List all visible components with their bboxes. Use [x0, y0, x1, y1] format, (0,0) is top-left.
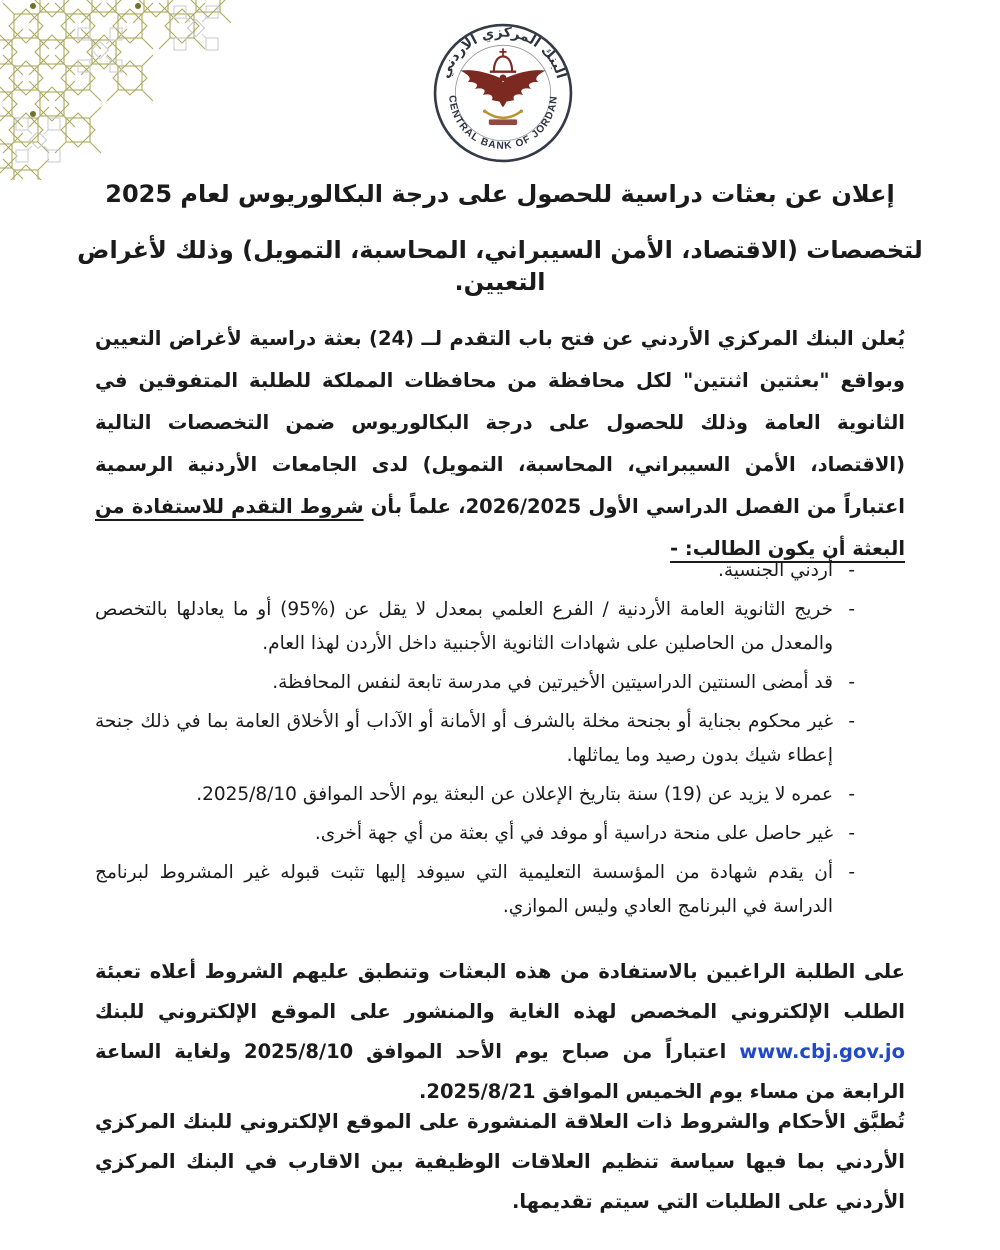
condition-text: قد أمضى السنتين الدراسيتين الأخيرتين في مدرسة تابعة لنفس المحافظة.: [272, 672, 833, 693]
terms-and-conditions-paragraph: تُطبَّق الأحكام والشروط ذات العلاقة المنشورة على الموقع الإلكتروني للبنك المركزي الأردني بما فيها سياسة تنظيم العلاقات الوظيفية بين الاقارب في البنك المركزي الأردني على الطلبات التي سيتم تقديمها.: [95, 1110, 905, 1213]
central-bank-of-jordan-logo: [428, 22, 578, 164]
condition-item-no-other-scholarship: [95, 817, 855, 851]
condition-text: غير حاصل على منحة دراسية أو موفد في أي بعثة من أي جهة أخرى.: [314, 823, 833, 844]
instructions-before-link: على الطلبة الراغبين بالاستفادة من هذه البعثات وتنطبق عليهم الشروط أعلاه تعبئة الطلب الإلكتروني المخصص لهذه الغاية والمنشور على الموقع الإلكتروني للبنك: [95, 960, 905, 1023]
dash-bullet: -: [848, 599, 855, 620]
dash-bullet: -: [848, 784, 855, 805]
announcement-title-line1: إعلان عن بعثات دراسية للحصول على درجة البكالوريوس لعام 2025: [105, 180, 895, 208]
dash-bullet: -: [848, 823, 855, 844]
seal-english-name: CENTRAL BANK OF JORDAN: [446, 94, 560, 152]
cbj-website-link[interactable]: www.cbj.gov.jo: [739, 1040, 905, 1063]
seal-arabic-name: البنك المركزي الأردني: [436, 24, 570, 81]
intro-paragraph: [95, 318, 905, 570]
instructions-after-link: اعتباراً من صباح يوم الأحد الموافق 2025/8/10 ولغاية الساعة الرابعة من مساء يوم الخميس الموافق 2025/8/21.: [95, 1040, 905, 1103]
condition-item-no-convictions: [95, 705, 855, 773]
olive-star-lattice: [0, 0, 231, 180]
condition-text: أن يقدم شهادة من المؤسسة التعليمية التي سيوفد إليها تثبت قبوله غير المشروط لبرنامج الدراسة في البرنامج العادي وليس الموازي.: [95, 862, 833, 917]
condition-item-age-limit: [95, 778, 855, 812]
condition-text: خريج الثانوية العامة الأردنية / الفرع العلمي بمعدل لا يقل عن (%95) أو ما يعادلها بالتخصص والمعدل من الحاصلين على شهادات الثانوية الأجنبية داخل الأردن لهذا العام.: [95, 599, 833, 654]
condition-text: غير محكوم بجناية أو بجنحة مخلة بالشرف أو الأمانة أو الآداب أو الأخلاق العامة بما في ذلك جنحة إعطاء شيك بدون رصيد وما يماثلها.: [95, 711, 833, 766]
condition-text: عمره لا يزيد عن (19) سنة بتاريخ الإعلان عن البعثة يوم الأحد الموافق 2025/8/10.: [196, 784, 833, 805]
condition-item-nationality: [95, 554, 855, 588]
condition-item-school-governorate: [95, 666, 855, 700]
dash-bullet: -: [848, 862, 855, 883]
condition-text: أردني الجنسية.: [718, 560, 833, 581]
condition-item-unconditional-acceptance: [95, 856, 855, 924]
dash-bullet: -: [848, 711, 855, 732]
conditions-list: [95, 554, 855, 929]
dash-bullet: -: [848, 672, 855, 693]
intro-underlined-conditions-phrase: شروط التقدم للاستفادة من البعثة أن يكون الطالب: -: [95, 495, 905, 560]
announcement-title-line2: لتخصصات (الاقتصاد، الأمن السيبراني، المحاسبة، التمويل) وذلك لأغراض التعيين.: [77, 236, 923, 296]
intro-text: يُعلن البنك المركزي الأردني عن فتح باب التقدم لــ (24) بعثة دراسية لأغراض التعيين وبواقع "بعثتين اثنتين" لكل محافظة من محافظات المملكة للطلبة المتفوقين في الثانوية العامة وذلك للحصول على درجة البكالوريوس ضمن التخصصات التالية (الاقتصاد، الأمن السيبراني، المحاسبة، التمويل) لدى الجامعات الأردنية الرسمية اعتباراً من الفصل الدراسي الأول 2026/2025، علماً بأن: [95, 327, 906, 518]
corner-ornament-pattern: [0, 0, 240, 180]
application-instructions-paragraph: [95, 952, 905, 1112]
condition-item-grade: [95, 593, 855, 661]
dash-bullet: -: [848, 560, 855, 581]
